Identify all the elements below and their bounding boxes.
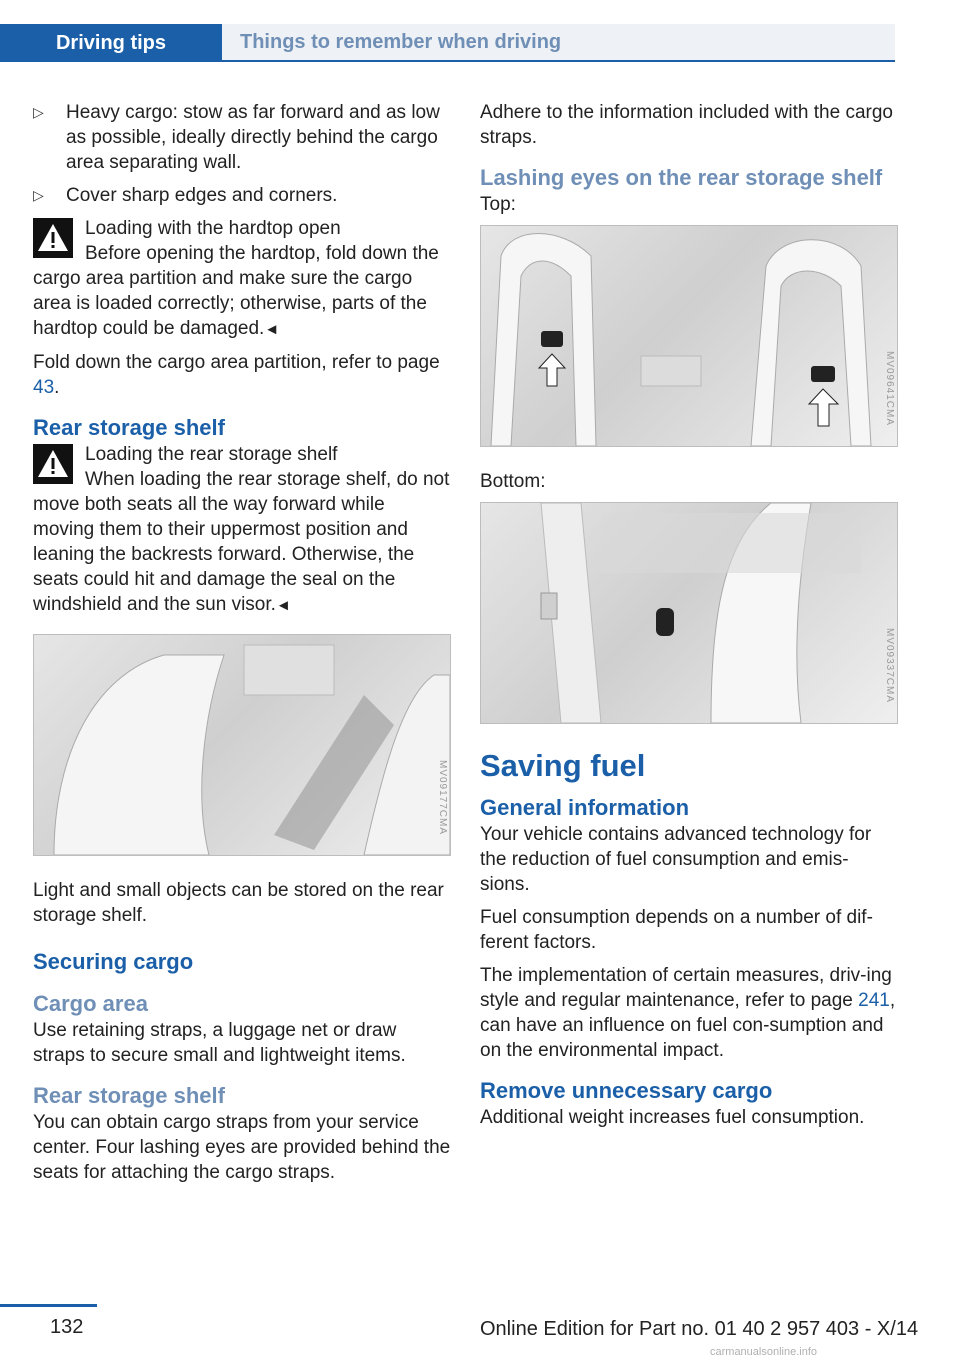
paragraph: Fold down the cargo area partition, refer to page 43. — [33, 352, 440, 398]
chapter-heading: Saving fuel — [480, 748, 646, 783]
paragraph: Use retaining straps, a luggage net or draw straps to secure small and lightweight items. — [33, 1020, 406, 1066]
section-heading: General information — [480, 795, 690, 820]
warning-icon — [33, 444, 73, 484]
topic-tab[interactable]: Things to remember when driving — [222, 24, 895, 60]
section-heading: Securing cargo — [33, 949, 194, 974]
subsection-heading: Lashing eyes on the rear storage shelf — [480, 165, 883, 190]
warning-title: Loading with the hardtop open — [85, 218, 341, 239]
lashing-top-illustration — [481, 226, 897, 446]
lashing-bottom-photo — [480, 502, 898, 724]
page-link[interactable]: 43 — [33, 377, 55, 398]
paragraph: The implementation of certain measures, driv‐ing style and regular maintenance, refer to page 241, can have an influence on fuel con‐sumption and on the environmental impact. — [480, 965, 896, 1061]
warning-icon — [33, 218, 73, 258]
section-tab[interactable]: Driving tips — [0, 24, 222, 62]
lashing-bottom-illustration — [481, 503, 897, 723]
edition-line: Online Edition for Part no. 01 40 2 957 403 - X/14 — [480, 1318, 919, 1340]
warning-title: Loading the rear storage shelf — [85, 444, 338, 465]
warning-body: Before opening the hardtop, fold down the cargo area partition and make sure the cargo area is loaded correctly; otherwise, parts of the hardtop could be damaged. — [33, 243, 439, 339]
right-column — [480, 100, 898, 1138]
paragraph: You can obtain cargo straps from your service center. Four lashing eyes are provided behind the seats for attaching the cargo straps. — [33, 1112, 451, 1183]
paragraph: Additional weight increases fuel consumption. — [480, 1107, 865, 1128]
photo-code: MV09337CMA — [883, 627, 895, 704]
header-rule — [222, 60, 895, 62]
warning-block — [33, 216, 451, 342]
list-item — [33, 100, 451, 175]
left-column — [33, 100, 451, 1193]
paragraph: Your vehicle contains advanced technology for the reduction of fuel consumption and emis‐sions. — [480, 824, 872, 895]
rear-shelf-photo — [33, 634, 451, 856]
end-mark-icon: ◄ — [264, 321, 280, 338]
paragraph: Light and small objects can be stored on the rear storage shelf. — [33, 880, 444, 926]
label: Bottom: — [480, 471, 546, 492]
photo-code: MV09641CMA — [883, 350, 895, 427]
section-heading: Rear storage shelf — [33, 415, 225, 440]
label: Top: — [480, 194, 516, 215]
paragraph: Adhere to the information included with the cargo straps. — [480, 102, 893, 148]
end-mark-icon: ◄ — [275, 597, 291, 614]
footer-rule — [0, 1304, 97, 1307]
bullet-text: Heavy cargo: stow as far forward and as low as possible, ideally directly behind the cargo area separating wall. — [66, 102, 440, 173]
lashing-top-photo — [480, 225, 898, 447]
section-heading: Remove unnecessary cargo — [480, 1078, 773, 1103]
list-item — [33, 183, 451, 208]
subsection-heading: Cargo area — [33, 991, 148, 1016]
page-header — [0, 0, 895, 62]
triangle-bullet-icon: ▷ — [33, 187, 44, 203]
page-number: 132 — [50, 1316, 84, 1338]
page-link[interactable]: 241 — [858, 990, 890, 1011]
bullet-text: Cover sharp edges and corners. — [66, 185, 338, 206]
photo-code: MV09177CMA — [436, 759, 448, 836]
rear-shelf-illustration — [34, 635, 450, 855]
warning-block — [33, 442, 451, 618]
subsection-heading: Rear storage shelf — [33, 1083, 225, 1108]
triangle-bullet-icon: ▷ — [33, 104, 44, 120]
watermark: carmanualsonline.info — [710, 1346, 818, 1358]
paragraph: Fuel consumption depends on a number of dif‐ferent factors. — [480, 907, 873, 953]
warning-body: When loading the rear storage shelf, do not move both seats all the way forward while moving them to their uppermost position and leaning the backrests forward. Otherwise, the seats could hit and damage the seal on the windshield and the sun visor. — [33, 469, 450, 615]
